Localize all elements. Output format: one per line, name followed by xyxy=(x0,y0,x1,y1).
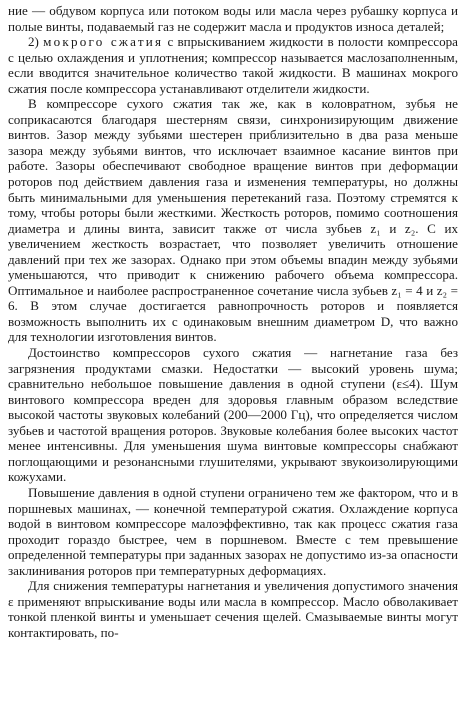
paragraph-dry-compression xyxy=(8,96,458,345)
paragraph-text: Повышение давления в одной ступени ограничено тем же фактором, что и в поршневых машинах, — конечной температурой сжатия. Охлаждение корпуса водой в винтовом компрессоре малоэффективно, так как процесс сжатия газа проходит гораздо быстрее, чем в поршневом. Вместе с тем превышение определенной температуры при заданных зазорах не допустимо из-за опасности заклинивания роторов при температурных деформациях. xyxy=(8,484,458,578)
paragraph-text: Достоинство компрессоров сухого сжатия — нагнетание газа без загрязнения продуктами смазки. Недостатки — высокий уровень шума; сравнительно небольшое повышение давления в одной ступени (ε≤4). Шум винтового компрессора вреден для здоровья главным образом вследствие высокой частоты звуковых колебаний (200—2000 Гц), что определяется числом зубьев и частотой вращения роторов. Звуковые колебания более высоких частот менее интенсивны. Для уменьшения шума винтовые компрессоры снабжают поглощающими и резонансными глушителями, укрывают звукоизолирующими кожухами. xyxy=(8,345,458,485)
paragraph-continuation xyxy=(8,3,458,34)
paragraph-text: с впрыскиванием жидкости в полости компрессора с целью охлаждения и уплотнения; компрессор называется маслозаполненным, если вводится значительное количество такой жидкости. В машинах мокрого сжатия после компрессора устанавливают отделители жидкости. xyxy=(8,34,458,96)
paragraph-pressure-limit xyxy=(8,485,458,578)
paragraph-injection xyxy=(8,578,458,640)
paragraph-wet-compression xyxy=(8,34,458,96)
paragraph-advantages xyxy=(8,345,458,485)
paragraph-text: В компрессоре сухого сжатия так же, как в коловратном, зубья не соприкасаются благодаря шестерням связи, синхронизирующим движение винтов. Зазор между зубьями шестерен приблизительно в два раза меньше зазора между зубьями винтов, что исключает взаимное касание винтов при работе. Зазоры обеспечивают свободное вращение винтов при деформации роторов под действием давления газа и изменения температуры, но должны быть минимальными для уменьшения перетеканий газа. Поэтому стремятся к тому, чтобы роторы были жесткими. Жесткость роторов, помимо соотношения диаметра и длины винта, зависит также от числа зубьев z₁ и z₂. С их увеличением жесткость возрастает, что позволяет увеличить отношение давлений при тех же зазорах. Однако при этом объемы впадин между зубьями уменьшаются, что приводит к снижению рабочего объема компрессора. Оптимальное и наиболее распространенное сочетание числа зубьев z₁ = 4 и z₂ = 6. В этом случае достигается равнопрочность роторов и появляется возможность выполнить их с одинаковым внешним диаметром D, что важно для технологии изготовления винтов. xyxy=(8,96,458,345)
paragraph-text: ние — обдувом корпуса или потоком воды или масла через рубашку корпуса и полые винты, подаваемый газ не содержит масла и продуктов износа деталей; xyxy=(8,3,458,34)
list-number: 2) xyxy=(28,34,44,50)
spaced-term: мокрого сжатия xyxy=(43,34,164,50)
paragraph-text: Для снижения температуры нагнетания и увеличения допустимого значения ε применяют впрыскивание воды или масла в компрессор. Масло обволакивает тонкой пленкой винты и уменьшает сечения щелей. Смазываемые винты могут контактировать, по- xyxy=(8,578,458,640)
